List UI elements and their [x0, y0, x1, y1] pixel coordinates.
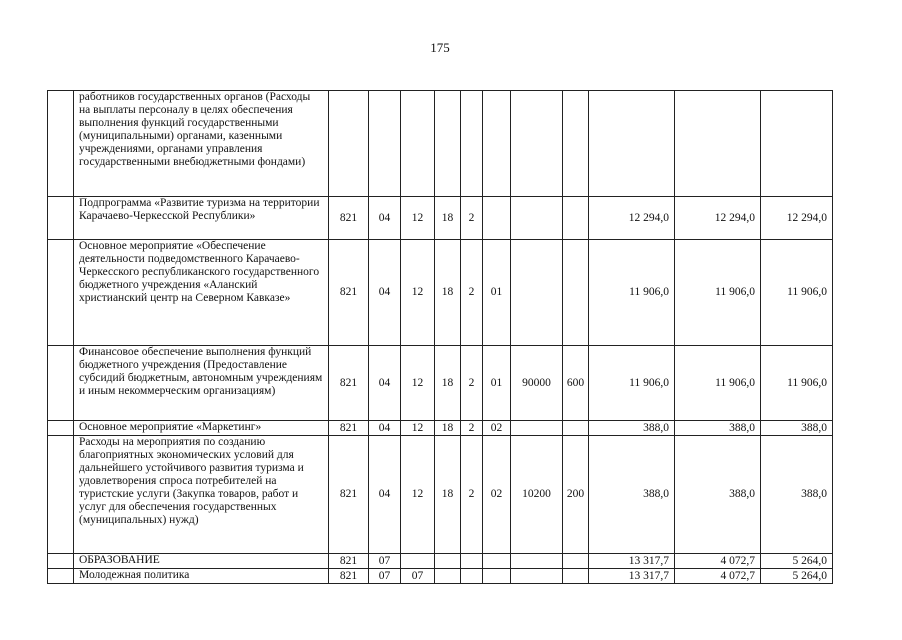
- table-row: [48, 346, 833, 421]
- program-cell: 18: [435, 346, 461, 421]
- row-name: Финансовое обеспечение выполнения функций бюджетного учреждения (Предоставление субсидий бюджетным, автономным учреждениям и иным некоммерческим организациям): [74, 346, 329, 421]
- event-cell: 01: [483, 346, 511, 421]
- podrazdel-cell: [401, 91, 435, 197]
- year2-cell: 12 294,0: [675, 197, 761, 240]
- year2-cell: 11 906,0: [675, 346, 761, 421]
- program-cell: 18: [435, 421, 461, 436]
- blank-cell: [48, 91, 74, 197]
- expense-type-cell: [563, 569, 589, 584]
- year1-cell: 11 906,0: [589, 346, 675, 421]
- ved-cell: 821: [329, 197, 369, 240]
- table-row: [48, 240, 833, 346]
- expense-type-cell: [563, 421, 589, 436]
- table-row: [48, 569, 833, 584]
- podrazdel-cell: 07: [401, 569, 435, 584]
- direction-cell: [511, 569, 563, 584]
- year3-cell: 12 294,0: [761, 197, 833, 240]
- ved-cell: 821: [329, 240, 369, 346]
- event-cell: 01: [483, 240, 511, 346]
- year3-cell: 388,0: [761, 421, 833, 436]
- year3-cell: 388,0: [761, 436, 833, 554]
- ved-cell: [329, 91, 369, 197]
- year1-cell: 12 294,0: [589, 197, 675, 240]
- direction-cell: 90000: [511, 346, 563, 421]
- event-cell: [483, 197, 511, 240]
- expense-type-cell: [563, 197, 589, 240]
- row-name: Основное мероприятие «Обеспечение деятельности подведомственного Карачаево-Черкесского республиканского государственного бюджетного учреждения «Аланский христианский центр на Северном Кавказе»: [74, 240, 329, 346]
- subprogram-cell: [461, 554, 483, 569]
- ved-cell: 821: [329, 346, 369, 421]
- razdel-cell: 07: [369, 554, 401, 569]
- row-name: Расходы на мероприятия по созданию благоприятных экономических условий для дальнейшего устойчивого развития туризма и удовлетворения спроса потребителей на туристские услуги (Закупка товаров, работ и услуг для обеспечения государственных (муниципальных) нужд): [74, 436, 329, 554]
- blank-cell: [48, 569, 74, 584]
- year2-cell: 4 072,7: [675, 569, 761, 584]
- event-cell: 02: [483, 436, 511, 554]
- direction-cell: [511, 421, 563, 436]
- program-cell: 18: [435, 240, 461, 346]
- razdel-cell: 04: [369, 436, 401, 554]
- year2-cell: [675, 91, 761, 197]
- program-cell: [435, 91, 461, 197]
- event-cell: [483, 554, 511, 569]
- year3-cell: 5 264,0: [761, 554, 833, 569]
- razdel-cell: 04: [369, 346, 401, 421]
- year3-cell: [761, 91, 833, 197]
- razdel-cell: [369, 91, 401, 197]
- blank-cell: [48, 421, 74, 436]
- year3-cell: 5 264,0: [761, 569, 833, 584]
- year2-cell: 388,0: [675, 436, 761, 554]
- direction-cell: [511, 240, 563, 346]
- direction-cell: 10200: [511, 436, 563, 554]
- year3-cell: 11 906,0: [761, 240, 833, 346]
- blank-cell: [48, 240, 74, 346]
- table-row: [48, 436, 833, 554]
- year2-cell: 11 906,0: [675, 240, 761, 346]
- expense-type-cell: [563, 91, 589, 197]
- budget-table: [47, 90, 833, 584]
- ved-cell: 821: [329, 436, 369, 554]
- year1-cell: [589, 91, 675, 197]
- podrazdel-cell: 12: [401, 421, 435, 436]
- ved-cell: 821: [329, 421, 369, 436]
- razdel-cell: 04: [369, 240, 401, 346]
- year1-cell: 388,0: [589, 436, 675, 554]
- budget-table-body: [48, 91, 833, 584]
- event-cell: [483, 91, 511, 197]
- subprogram-cell: [461, 569, 483, 584]
- podrazdel-cell: 12: [401, 346, 435, 421]
- table-row: [48, 554, 833, 569]
- row-name: ОБРАЗОВАНИЕ: [74, 554, 329, 569]
- blank-cell: [48, 554, 74, 569]
- subprogram-cell: 2: [461, 436, 483, 554]
- year2-cell: 4 072,7: [675, 554, 761, 569]
- razdel-cell: 04: [369, 197, 401, 240]
- podrazdel-cell: [401, 554, 435, 569]
- razdel-cell: 07: [369, 569, 401, 584]
- podrazdel-cell: 12: [401, 436, 435, 554]
- year2-cell: 388,0: [675, 421, 761, 436]
- program-cell: 18: [435, 436, 461, 554]
- expense-type-cell: [563, 240, 589, 346]
- direction-cell: [511, 554, 563, 569]
- expense-type-cell: [563, 554, 589, 569]
- year1-cell: 13 317,7: [589, 569, 675, 584]
- subprogram-cell: 2: [461, 240, 483, 346]
- event-cell: 02: [483, 421, 511, 436]
- year3-cell: 11 906,0: [761, 346, 833, 421]
- subprogram-cell: 2: [461, 197, 483, 240]
- subprogram-cell: [461, 91, 483, 197]
- table-row: [48, 421, 833, 436]
- program-cell: [435, 569, 461, 584]
- event-cell: [483, 569, 511, 584]
- page-number: 175: [430, 40, 450, 55]
- row-name: работников государственных органов (Расходы на выплаты персоналу в целях обеспечения выполнения функций государственными (муниципальными) органами, казенными учреждениями, органами управления государственными внебюджетными фондами): [74, 91, 329, 197]
- razdel-cell: 04: [369, 421, 401, 436]
- year1-cell: 11 906,0: [589, 240, 675, 346]
- blank-cell: [48, 436, 74, 554]
- blank-cell: [48, 346, 74, 421]
- year1-cell: 13 317,7: [589, 554, 675, 569]
- expense-type-cell: 600: [563, 346, 589, 421]
- program-cell: 18: [435, 197, 461, 240]
- ved-cell: 821: [329, 554, 369, 569]
- year1-cell: 388,0: [589, 421, 675, 436]
- direction-cell: [511, 197, 563, 240]
- blank-cell: [48, 197, 74, 240]
- row-name: Молодежная политика: [74, 569, 329, 584]
- direction-cell: [511, 91, 563, 197]
- ved-cell: 821: [329, 569, 369, 584]
- table-row: [48, 197, 833, 240]
- expense-type-cell: 200: [563, 436, 589, 554]
- podrazdel-cell: 12: [401, 240, 435, 346]
- program-cell: [435, 554, 461, 569]
- table-row: [48, 91, 833, 197]
- subprogram-cell: 2: [461, 346, 483, 421]
- row-name: Подпрограмма «Развитие туризма на территории Карачаево-Черкесской Республики»: [74, 197, 329, 240]
- row-name: Основное мероприятие «Маркетинг»: [74, 421, 329, 436]
- podrazdel-cell: 12: [401, 197, 435, 240]
- subprogram-cell: 2: [461, 421, 483, 436]
